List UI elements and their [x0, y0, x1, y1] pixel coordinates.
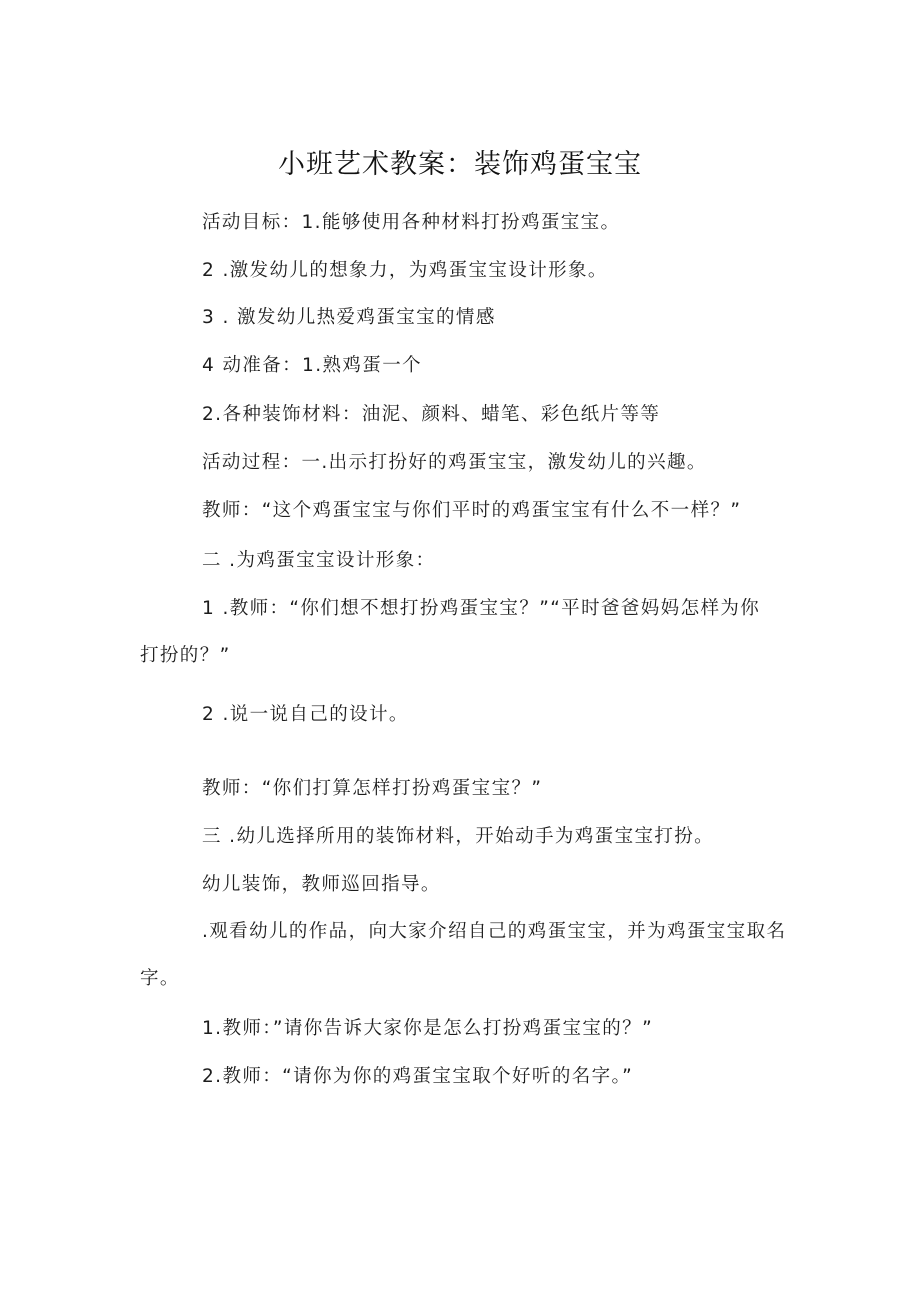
text-line-teacher-question-1: 教师：“这个鸡蛋宝宝与你们平时的鸡蛋宝宝有什么不一样？” [202, 500, 742, 521]
text-line-teacher-question-4: 1.教师：”请你告诉大家你是怎么打扮鸡蛋宝宝的？” [202, 1018, 654, 1039]
text-line-teacher-question-3: 教师：“你们打算怎样打扮鸡蛋宝宝？” [202, 778, 543, 799]
text-line-teacher-question-2: 1 .教师：“你们想不想打扮鸡蛋宝宝？”“平时爸爸妈妈怎样为你 [202, 598, 761, 619]
text-line-view-works: .观看幼儿的作品，向大家介绍自己的鸡蛋宝宝，并为鸡蛋宝宝取名 [202, 921, 787, 942]
text-line-activity-goals: 活动目标：1.能够使用各种材料打扮鸡蛋宝宝。 [202, 212, 621, 233]
text-line-process-step-2: 二 .为鸡蛋宝宝设计形象： [202, 550, 436, 571]
text-line-decorating: 幼儿装饰，教师巡回指导。 [202, 874, 441, 895]
text-line-goal-2: 2 .激发幼儿的想象力，为鸡蛋宝宝设计形象。 [202, 260, 608, 281]
text-line-process-step-3: 三 .幼儿选择所用的装饰材料，开始动手为鸡蛋宝宝打扮。 [202, 826, 715, 847]
text-line-process-step-1: 活动过程：一.出示打扮好的鸡蛋宝宝，激发幼儿的兴趣。 [202, 452, 707, 473]
text-line-goal-3: 3 . 激发幼儿热爱鸡蛋宝宝的情感 [202, 307, 496, 328]
text-line-view-works-cont: 字。 [140, 968, 180, 989]
text-line-share-design: 2 .说一说自己的设计。 [202, 704, 409, 725]
text-line-teacher-question-5: 2.教师：“请你为你的鸡蛋宝宝取个好听的名字。” [202, 1066, 634, 1087]
text-line-teacher-question-2-cont: 打扮的？” [140, 645, 231, 666]
text-line-materials: 2.各种装饰材料：油泥、颜料、蜡笔、彩色纸片等等 [202, 404, 661, 425]
text-line-preparation: 4 动准备：1.熟鸡蛋一个 [202, 355, 423, 376]
document-title: 小班艺术教案：装饰鸡蛋宝宝 [278, 149, 642, 180]
